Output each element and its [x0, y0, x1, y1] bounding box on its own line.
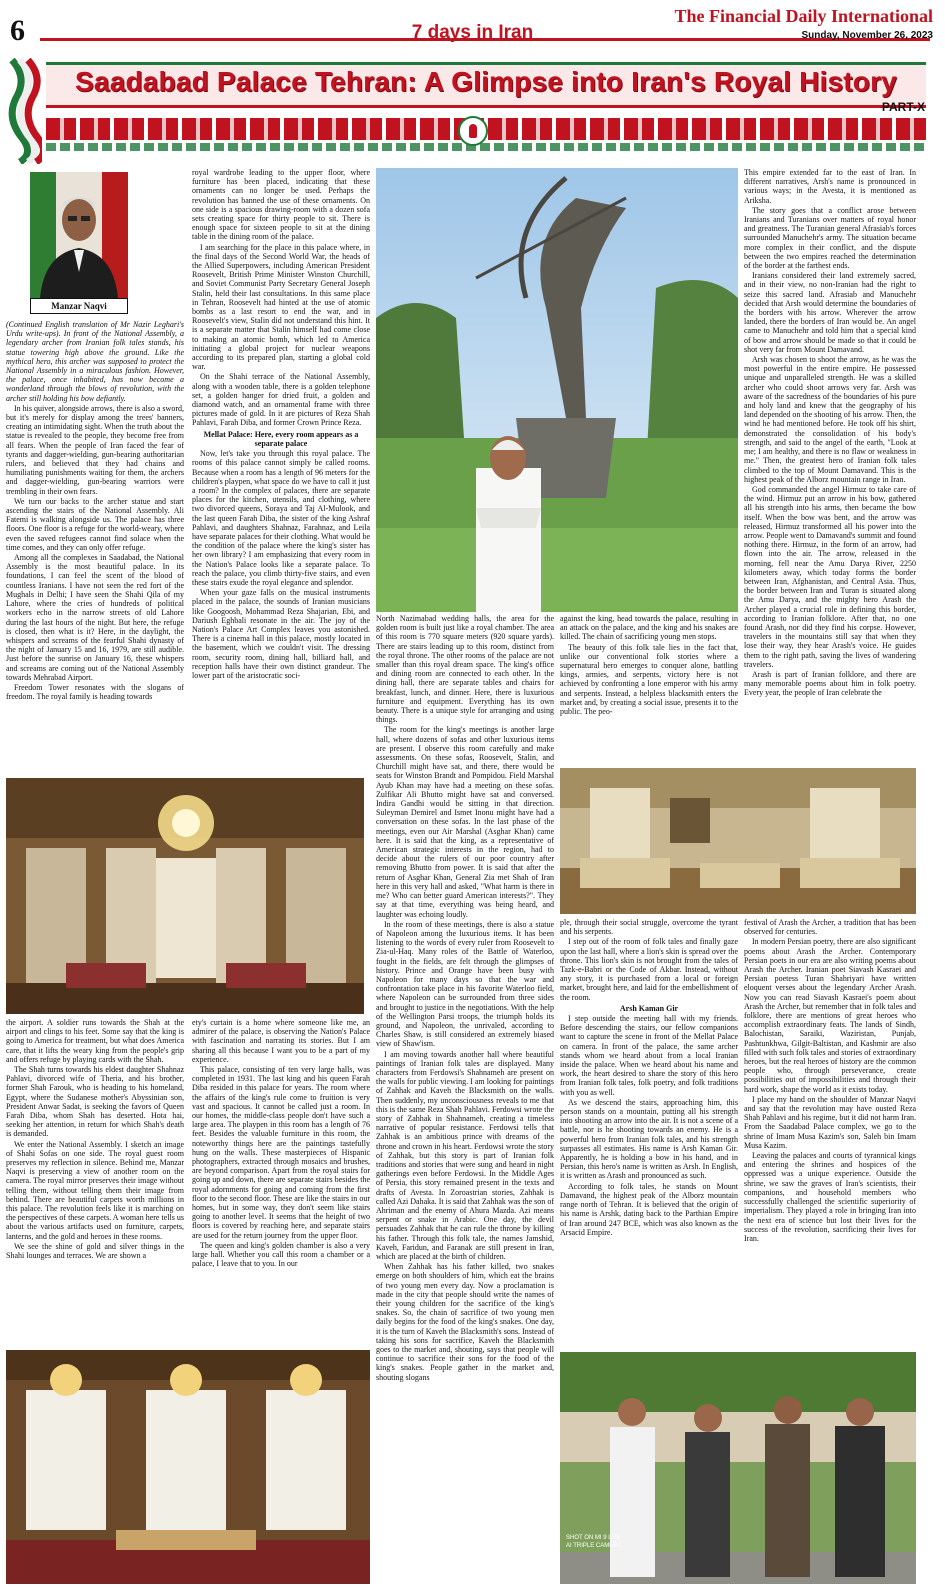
paragraph: North Nazimabad wedding halls, the area for the golden room is built just like a royal chamber. The area of this room is 770 square meters (920 square yards). There are stairs leading up to this room, distinct from the royal throne. The other rooms of the palace are not smaller than this royal dream space. The king's office and dining room are connected to each other. In the dining hall, there are separate tables and chairs for breakfast, lunch, and dinner. Here, there is luxurious furniture and equipment. Everything has its own beauty. There is a unique style for arranging and using things. [376, 614, 554, 725]
paragraph: This palace, consisting of ten very large halls, was completed in 1931. The last king and his queen Farah Diba resided in this palace for years. The room where the affairs of the king's rule come to fruition is very vast and spacious. It cannot be called just a room. In our homes, the middle-class people don't have such a large area. The playpen in this room has a length of 76 feet. Besides the valuable furniture in this room, the noteworthy things here are the paintings tastefully hung on the walls. These masterpieces of Hispanic photographers, extracted through mosaics and brushes, are beyond comparison. Apart from the royal stairs for going up and down, there are separate stairs besides the royal adornments for going and coming from the first floor to the second floor. These are like the stairs in our homes, but in some way, they don't seem like stairs going to another level. It seems that the height of two floors is covered by reaching here, and separate stairs are used for the return journey from the upper floor. [192, 1065, 370, 1240]
paragraph: The room for the king's meetings is another large hall, where dozens of sofas and other luxurious items are present. I observe this room carefully and make assessments. On these sofas, Roosevelt, Stalin, and Churchill might have sat, and there, there would be seats for Winston Brandt and Pompidou. Field Marshal Ayub Khan may have had a meeting on these sofas. Zulfikar Ali Bhutto might have sat and conversed. Indira Gandhi would be sitting in that direction. Suleyman Demirel and Ismet Inonu might have had a conversation on these sofas. In the last phase of the meetings, even our Air Marshal (Asghar Khan) came here. It is said that the king, as a representative of American strategic interests in the region, had to decide about the rulers of our poor country after removing Bhutto from power. It is said that after the return of Asghar Khan, General Zia met Shah of Iran here in this very hall and asked, "What harm is there in me? Who can better guard American interests?". They say at that time, everything was being heard, and laughter was echoing loudly. [376, 725, 554, 919]
paragraph: As we descend the stairs, approaching him, this person stands on a mountain, putting all his strength into shooting an arrow into the air. It is not a scene of a battle, nor is he shooting towards an enemy. He is a powerful hero from Iranian folk tales, and his strength surpasses all estimates. His name is Arsh Kaman Gir. Apparently, he is holding a bow in his hand, and in Persian, this hero's name is written as Arsh. In English, it is written as Arash and pronounced as such. [560, 1097, 738, 1181]
column-2-text [192, 168, 370, 772]
column-1-text [6, 320, 184, 772]
meeting-room-photo [560, 768, 916, 914]
column-4-text-bottom [560, 918, 738, 1350]
column-5-text-bottom [744, 918, 916, 1350]
paragraph: I step outside the meeting hall with my friends. Before descending the stairs, our fellow companions want to capture the scene in front of the Mellat Palace on camera. In front of the palace, the same archer stands whom we heard about from a local Iranian inside the palace. When we heard about his name and work, the heart desired to share the story of this hero from Iranian folk tales, folk poetry, and folk traditions with you as well. [560, 1014, 738, 1097]
subheading: Mellat Palace: Here, every room appears as a separate palace [203, 429, 359, 448]
paragraph: Leaving the palaces and courts of tyrannical kings and entering the shrines and hospices of the oppressed was a unique experience. Outside the shrine, we saw the graves of Iran's scientists, their companions, and household members who successfully challenged the scientific superiority of imperialism. They played a role in bringing Iran into the next era of science but lost their lives for the success of the revolution, sacrificing their lives for Iran. [744, 1151, 916, 1243]
decorative-strip-green [46, 143, 926, 151]
paragraph: The queen and king's golden chamber is also a very large hall. Whether you call this room a chamber or a palace, I leave that to you. In our [192, 1240, 370, 1269]
column-4-text-top [560, 614, 738, 764]
paragraph: festival of Arash the Archer, a tradition that has been observed for centuries. [744, 918, 916, 937]
paragraph: royal wardrobe leading to the upper floor, where furniture has been placed, indicating that these ornaments can no longer be used. Perhaps the revolution has banned the use of these ornaments. On one side is a spacious drawing-room with a dozen sofa sets creating space for thirty people to sit. There is enough space for sixteen people to sit at the dining table in the dining room of the palace. [192, 168, 370, 242]
paragraph: ple, through their social struggle, overcome the tyrant and his serpents. [560, 918, 738, 937]
paragraph: Freedom Tower resonates with the slogans of freedom. The royal family is heading towards [6, 682, 184, 702]
paragraph: ety's curtain is a home where someone like me, an admirer of the palace, is observing the Nation's Palace with fascination and narrating its stories. But I am sharing all this because I want you to be a part of my experience. [192, 1018, 370, 1064]
paragraph: Arsh was chosen to shoot the arrow, as he was the most powerful in the entire empire. He possessed unique and unparalleled strength. He was a skilled archer who could shoot arrows very far. Arsh was aware of the sacredness of the boundaries of his pure and holy land and knew that the geography of his land depended on the shooting of his arrow. Then, the wind he had mentioned before. He took off his shirt, demonstrated the consolidation of his body's strength, and said to the angel of the earth, "Look at me; I am healthy, and there is no flaw or weakness in me." Then, the greatest hero of Iranian folk tales climbed to the top of Mount Damavand. This is the highest peak of the Alborz mountain range in Iran. [744, 355, 916, 484]
column-2-text-bottom [192, 1018, 370, 1344]
paragraph: I place my hand on the shoulder of Manzar Naqvi and say that the revolution may have ousted Reza Shah Pahlavi and his regime, but it did not harm Iran. From the Saadabad Palace complex, we go to the shrine of Imam Musa Kazim's son, Saleh bin Imam Musa Kazim. [744, 1094, 916, 1150]
paragraph: When your gaze falls on the musical instruments placed in the palace, the sounds of Iranian musicians like Googoosh, Mohammad Reza Shajarian, Ebi, and Dariush Eghbali resonate in the air. The joy of the Nation's Palace Art Complex leaves you astonished. There is a cinema hall in this palace, mostly located in the basement, which we couldn't visit. The dressing room, security room, dining hall, billiard hall, and reception halls have their own distinct grandeur. The lower part of the aristocratic soci- [192, 588, 370, 680]
camera-watermark: SHOT ON MI 9 LITE AI TRIPLE CAMERA [566, 1535, 622, 1549]
paragraph: God commanded the angel Hirmuz to take care of the wind. Hirmuz put an arrow in his bow, gathered all his strength into his arms, then became the bow itself. When the bow was bent, and the arrow was released, Hirmuz transformed all his power into the arrow. People went to Damavand's summit and found nothing there. Hirmuz, in the form of an arrow, had flown into the air. The arrow, released in the morning, fell near the Amu Darya River, 2250 kilometers away, which today forms the border between Iran, Afghanistan, and Central Asia. Thus, the border between Iran and Turan is situated along the Amu Darya, and the mighty hero Arash the Archer played a crucial role in defining this border, according to Iranian folklore. After that, no one found Arash, nor did they find his corpse. However, travelers in the mountains still say that when they lose their way, they hear Arash's voice. He guides them to the right path, saving the lives of wandering travelers. [744, 484, 916, 669]
subheading: Arsh Kaman Gir [619, 1003, 679, 1013]
paragraph: Among all the complexes in Saadabad, the National Assembly is the most beautiful palace. In its foundations, I can feel the scent of the blood of countless Iranians. I have not seen the red fort of the Mughals in Delhi; I have seen the Shahi Qila of my Lahore, where the cries of hundreds of political workers echo in the narrow streets of old Lahore during the last hours of the night. But here, the refuge is closed, then what is it? Here, in the daylight, the whispers and screams of the fearful Shahi dynasty of the night of January 15 and 16, 1979, are still audible. Just before the sunrise on January 16, these whispers and screams are coming out of the National Assembly towards Mehrabad Airport. [6, 553, 184, 682]
column-1-text-bottom [6, 1018, 184, 1344]
paragraph: We turn our backs to the archer statue and start ascending the stairs of the National Assembly. Ali Fatemi is walking alongside us. The palace has three floors. One floor is a refuge for the world-weary, where even the saved refugees cannot find solace when the time comes, and they can only offer refuge. [6, 496, 184, 552]
headline: Saadabad Palace Tehran: A Glimpse into Iran's Royal History [75, 66, 897, 97]
paragraph: According to folk tales, he stands on Mount Damavand, the highest peak of the Alborz mountain range north of Tehran. It is believed that the origin of his name is Arshk, dating back to the Parthian Empire of Iran around 247 BCE, which was also known as the Arsacid Empire. [560, 1181, 738, 1237]
column-5-text [744, 168, 916, 772]
paragraph: The story goes that a conflict arose between Iranians and Turanians over matters of royal honor and greatness. The Turanian general Afrasiab's forces surrounded Manuchehr's army. The situation became more complex in their conflict, and the dispute between the two empires reached the determination of the border at the farthest ends. [744, 205, 916, 271]
paragraph: I step out of the room of folk tales and finally gaze upon the last hall, where a lion's skin is spread over the throne. This lion's skin is not brought from the tales of Tazk-e-Babri or the Code of Akbar. Instead, without any story, it is purchased from a local or foreign market, brought here, and laid for the embellishment of the room. [560, 937, 738, 1002]
paragraph: We see the shine of gold and silver things in the Shahi lounges and terraces. We are shown a [6, 1241, 184, 1261]
paragraph: In his quiver, alongside arrows, there is also a sword, but it's merely for display among the trees' banners, creating an intimidating sight. When the truth about the statue is revealed to the people, they become free from all fears. When the people of Iran faced the fear of tyrants and dagger-wielding, gun-bearing authoritarian rulers, and believed that they had chains and humiliating punishments waiting for them, the archers and dagger-wielding, gun-bearing warriors were trembling in their own fears. [6, 403, 184, 496]
paragraph: Arash is part of Iranian folklore, and there are many memorable poems about him in folk poetry. Every year, the people of Iran celebrate the [744, 669, 916, 698]
masthead [0, 0, 945, 165]
paragraph: Iranians considered their land extremely sacred, and in their view, no non-Iranian had the right to seize this sacred land. Afrasiab and Manuchehr decided that Arsh would determine the boundaries of the borders with his arrow. Wherever the arrow landed, there the borders of Iran would be. An angel came to Manuchehr and told him that a special kind of bow and arrow should be made so that it could be shot very far from Mount Damavand. [744, 271, 916, 354]
palace-room-photo [6, 1350, 370, 1584]
paragraph: (Continued English translation of Mr Nazir Leghari's Urdu write-ups). In front of the National Assembly, a legendary archer from Iranian folk tales stands, his statue towering high above the ground. Like the mythical hero, this archer was supposed to protect the National Assembly in a miraculous fashion. However, the palace, once inhabited, has now become a wonderland through the blows of revolution, with the archer still holding his bow defiantly. [6, 320, 184, 403]
page-number: 6 [10, 14, 25, 47]
paragraph: I am searching for the place in this palace where, in the final days of the Second World War, the heads of the Allied Superpowers, including American President Roosevelt, British Prime Minister Winston Churchill, and Soviet Communist Party Secretary General Joseph Stalin, held their last consultations. In this same place in Tehran, Roosevelt had hinted at the use of atomic bombs as a last resort to end the war, and in Roosevelt's view, Stalin did not understand this hint. It is a separate matter that Stalin himself had come close to making an atomic bomb, which led to America initiating a global project for nuclear weapons according to its prepared plan, starting a global cold war. [192, 242, 370, 372]
paragraph: against the king, head towards the palace, resulting in an attack on the palace, and the king and his snakes are killed. The chain of sacrificing young men stops. [560, 614, 738, 642]
part-label: PART-X [881, 100, 925, 114]
column-3-text [376, 614, 554, 1584]
paragraph: Now, let's take you through this royal palace. The rooms of this palace cannot simply be called rooms. Because when a room has a length of 96 meters for the children's playpen, what space do we have to call it just a room? In the complex of palaces, there are separate places for the kitchen, utensils, and clothing, where two divorced queens, Soraya and Taj Al-Mulook, and the last queen Farah Diba, the sister of the king Ashraf Pahlavi, and daughters Shahnaz, Farahnaz, and Leila have separate palaces for their clothing. What would be the condition of the palace where the king's sister has her own library? I am emphasizing that every room in the Nation's Palace looks like a separate palace. To reach the palace, you climb thirty-five stairs, and even these stairs exude the royal elegance and splendor. [192, 449, 370, 587]
paragraph: When Zahhak has his father killed, two snakes emerge on both shoulders of him, which eat the brains of two young men every day. Now a proclamation is made in the city that people should write the names of their young children for the sacrifice of the king's snakes. So, the chain of sacrifice of two young men daily begins for the food of the king's snakes. One day, it is the turn of Kaveh the Blacksmith's sons. Instead of taking his sons for sacrifice, Kaveh the Blacksmith goes to the market and, shouting, says that people will continue to sacrifice their sons for the food of the king's snakes. People gather in the market and, shouting slogans [376, 1262, 554, 1382]
chandelier-hall-photo [6, 778, 364, 1014]
paragraph: In modern Persian poetry, there are also significant poems about Arash the Archer. Contemporary Persian poets in our era are also writing poems about Arash the Archer. Iranian poet Siavash Kasraei and Persian poetess Turan Shahriyari have written eloquent verses about the legendary Archer Arash. Now you can read Siavash Kasraei's poem about Arash the Archer, but remember that in folk tales and folklore, there are mentions of great heroes who accomplish extraordinary feats. The lands of Sindh, Balochistan, Saraiki, Waziristan, Punjab, Pashtunkhwa, Gilgit-Baltistan, and Kashmir are also filled with such folk tales and stories of extraordinary heroes, but the real heroes of history are the common people who, through perseverance, create possibilities out of impossibilities and through their hard work, shape the world as it exists today. [744, 937, 916, 1094]
paragraph: the airport. A soldier runs towards the Shah at the airport and clings to his feet. Some say that the king is going to America for treatment, but what does America care, that it lifts the weary king from the people's grip and offers refuge by playing cards with the Shah. [6, 1018, 184, 1064]
author-photo [30, 172, 128, 298]
author-name: Manzar Naqvi [30, 298, 128, 314]
paragraph: This empire extended far to the east of Iran. In different narratives, Arsh's name is pronounced in various ways; in the Avesta, it is mentioned as Ariksha. [744, 168, 916, 205]
paragraph: The Shah turns towards his eldest daughter Shahnaz Pahlavi, divorced wife of Theria, and his brother, former Shah Farouk, who is heading to his homeland, Egypt, where the Sudanese mother's Abyssinian son, President Anwar Sadat, is seeking the favors of Queen Farah Diba, whom Shah has deserted. Hota hai, seeking her attention, in return for which Shah's death is demanded. [6, 1065, 184, 1139]
paragraph: We enter the National Assembly. I sketch an image of Shahi Sofas on one side. The royal guest room preserves my reflection in silence. Behind me, Manzar Naqvi is preserving a view of another room on the camera. The royal mirror preserves their image without telling them, without telling them their image from behind. There are beautiful carpets worth millions in this palace. The revolution feels like it is marching on the perspectives of these carpets. A woman here tells us about the various artifacts used on furniture, carpets, lanterns, and the gold and heroes in these rooms. [6, 1139, 184, 1241]
paragraph: On the Shahi terrace of the National Assembly, along with a wooden table, there is a golden telephone set, a golden hanger for dried fruit, a golden and diamond watch, and an ornamental frame with three pictures made of gold. In it are pictures of Reza Shah Pahlavi, Farah Diba, and former Crown Prince Reza. [192, 372, 370, 428]
iran-emblem-icon [458, 116, 488, 146]
section-tag: 7 days in Iran [411, 22, 534, 43]
paragraph: I am moving towards another hall where beautiful paintings of Iranian folk tales are displayed. Many characters from Ferdowsi's Shahnameh are present on the walls for public viewing. I am looking for paintings of Zahhak and Kaveh the Blacksmith on the walls. Then suddenly, my unconsciousness reveals to me that this is the same Reza Shah Pahlavi. Ferdowsi wrote the story of Zahhak in Shahnameh, creating a timeless narrative of popular resistance. Ferdowsi tells that Zahhak is an ambitious prince with dreams of the throne and crown in his heart. Ferdowsi wrote the story of Zahhak, but this story is part of Iranian folk traditions and stories that were sung and heard in night gatherings even before Ferdowsi. In the Middle Ages of Persia, this story remained present in the texts and drafts of Avesta. In Zoroastrian stories, Zahhak is called Azi Dahaka. It is said that Zahhak was the son of Ahriman and the enemy of Ahura Mazda. Azi means serpent or snake in Arabic. One day, the devil persuades Zahhak that he can rule the throne by killing his father. Through this folk tale, the names Jamshid, Kaveh, Faridun, and Faranak are still present in Iran, which are placed at the birth of children. [376, 1049, 554, 1262]
paragraph: The beauty of this folk tale lies in the fact that, unlike our conventional folk stories where a supernatural hero emerges to conquer alone, battling kings, armies, and serpents, victory here is not achieved by confronting a lone emperor with his army and serpents. Instead, a helpless blacksmith enters the market and, by creating a social issue, presents it to the public. The peo- [560, 642, 738, 717]
publication-date: Sunday, November 26, 2023 [801, 30, 933, 41]
paragraph: In the room of these meetings, there is also a statue of Napoleon among the luxurious items. It has been listening to the words of every ruler from Roosevelt to Zia-ul-Haq. Many roles of the Battle of Waterloo, fought in the fields, are felt through the glimpses of history. Prince and Orange have been busy with Napoleon for many days so that the war and confrontation take place in his favorite Waterloo field, where Napoleon can be surrounded from three sides and brought to justice in the negotiations. With the help of the Wellington Parsi troops, the triumph holds its ground, and Napoleon, the unrivaled, according to Charles Shaw, is still considered an extremely biased view of Shaw'ism. [376, 919, 554, 1049]
newspaper-name: The Financial Daily International [674, 6, 933, 26]
iran-flag-icon [8, 58, 42, 164]
archer-statue-photo [376, 168, 738, 612]
